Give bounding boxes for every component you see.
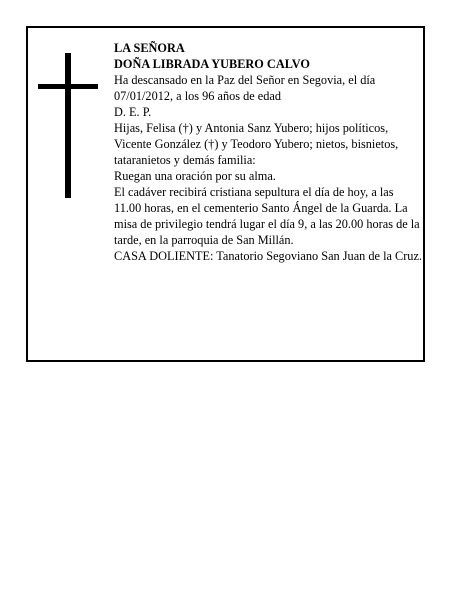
deceased-name: DOÑA LIBRADA YUBERO CALVO xyxy=(114,57,310,71)
latin-cross-icon xyxy=(38,53,98,198)
obituary-text xyxy=(114,40,422,264)
prayer-request-text: Ruegan una oración por su alma. xyxy=(114,169,276,183)
announcement-text: Ha descansado en la Paz del Señor en Segovia, el día 07/01/2012, a los 96 años de edad xyxy=(114,73,376,103)
obituary-notice xyxy=(26,26,425,362)
cross-horizontal-bar xyxy=(38,84,98,89)
mourning-house-text: CASA DOLIENTE: Tanatorio Segoviano San Juan de la Cruz. xyxy=(114,249,422,263)
cross-vertical-bar xyxy=(65,53,71,198)
family-text: Hijas, Felisa (†) y Antonia Sanz Yubero; hijos políticos, Vicente González (†) y Teodoro Yubero; nietos, bisnietos, tataranietos y demás familia: xyxy=(114,121,399,167)
ceremony-text: El cadáver recibirá cristiana sepultura el día de hoy, a las 11.00 horas, en el cementerio Santo Ángel de la Guarda. La misa de privilegio tendrá lugar el día 9, a las 20.00 horas de la tarde, en la parroquia de San Millán. xyxy=(114,185,420,247)
title-line-1: LA SEÑORA xyxy=(114,41,185,55)
rip-text: D. E. P. xyxy=(114,105,152,119)
